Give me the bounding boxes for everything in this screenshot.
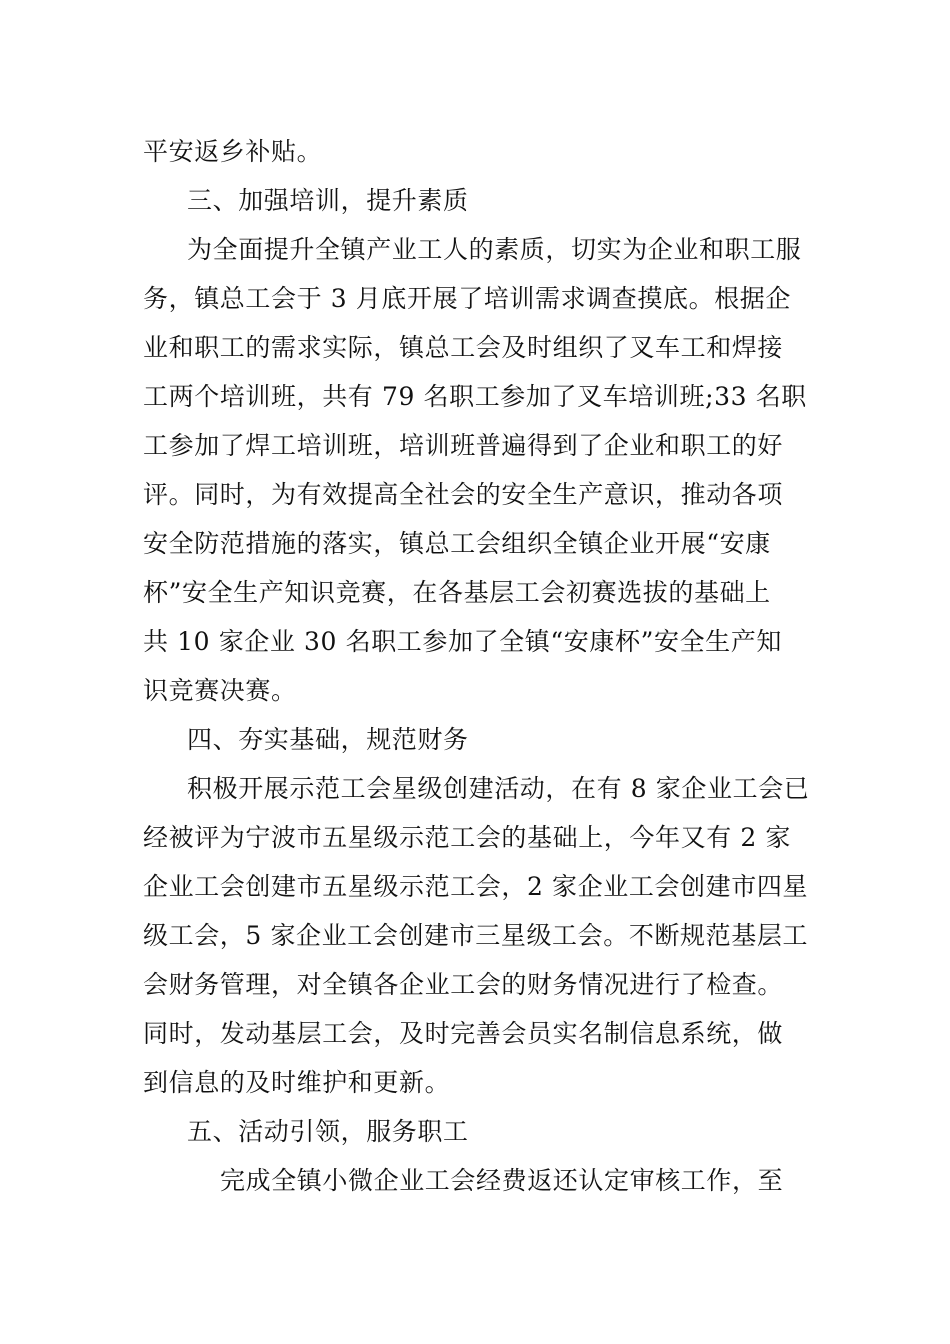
- paragraph-first-line: 完成全镇小微企业工会经费返还认定审核工作，至: [220, 1166, 784, 1195]
- section-heading: 三、加强培训，提升素质: [187, 186, 469, 215]
- paragraph-first-line: 积极开展示范工会星级创建活动，在有 8 家企业工会已: [187, 774, 810, 803]
- text-line: 务，镇总工会于 3 月底开展了培训需求调查摸底。根据企: [143, 284, 792, 313]
- text-line: 企业工会创建市五星级示范工会，2 家企业工会创建市四星: [143, 872, 809, 901]
- text-line: 工参加了焊工培训班，培训班普遍得到了企业和职工的好: [143, 431, 784, 460]
- text-line: 会财务管理，对全镇各企业工会的财务情况进行了检查。: [143, 970, 784, 999]
- text-line: 共 10 家企业 30 名职工参加了全镇“安康杯”安全生产知: [143, 627, 782, 656]
- text-line: 业和职工的需求实际，镇总工会及时组织了叉车工和焊接: [143, 333, 784, 362]
- text-line: 到信息的及时维护和更新。: [143, 1068, 451, 1097]
- text-line: 同时，发动基层工会，及时完善会员实名制信息系统，做: [143, 1019, 784, 1048]
- section-heading: 四、夯实基础，规范财务: [187, 725, 469, 754]
- text-line: 经被评为宁波市五星级示范工会的基础上，今年又有 2 家: [143, 823, 792, 852]
- text-line: 安全防范措施的落实，镇总工会组织全镇企业开展“安康: [143, 529, 771, 558]
- section-heading: 五、活动引领，服务职工: [187, 1117, 469, 1146]
- text-line: 识竞赛决赛。: [143, 676, 297, 705]
- text-line: 级工会，5 家企业工会创建市三星级工会。不断规范基层工: [143, 921, 809, 950]
- text-line: 杯”安全生产知识竞赛，在各基层工会初赛选拔的基础上: [143, 578, 771, 607]
- paragraph-first-line: 为全面提升全镇产业工人的素质，切实为企业和职工服: [187, 235, 802, 264]
- text-line: 工两个培训班，共有 79 名职工参加了叉车培训班;33 名职: [143, 382, 807, 411]
- text-line: 平安返乡补贴。: [143, 137, 323, 166]
- text-line: 评。同时，为有效提高全社会的安全生产意识，推动各项: [143, 480, 784, 509]
